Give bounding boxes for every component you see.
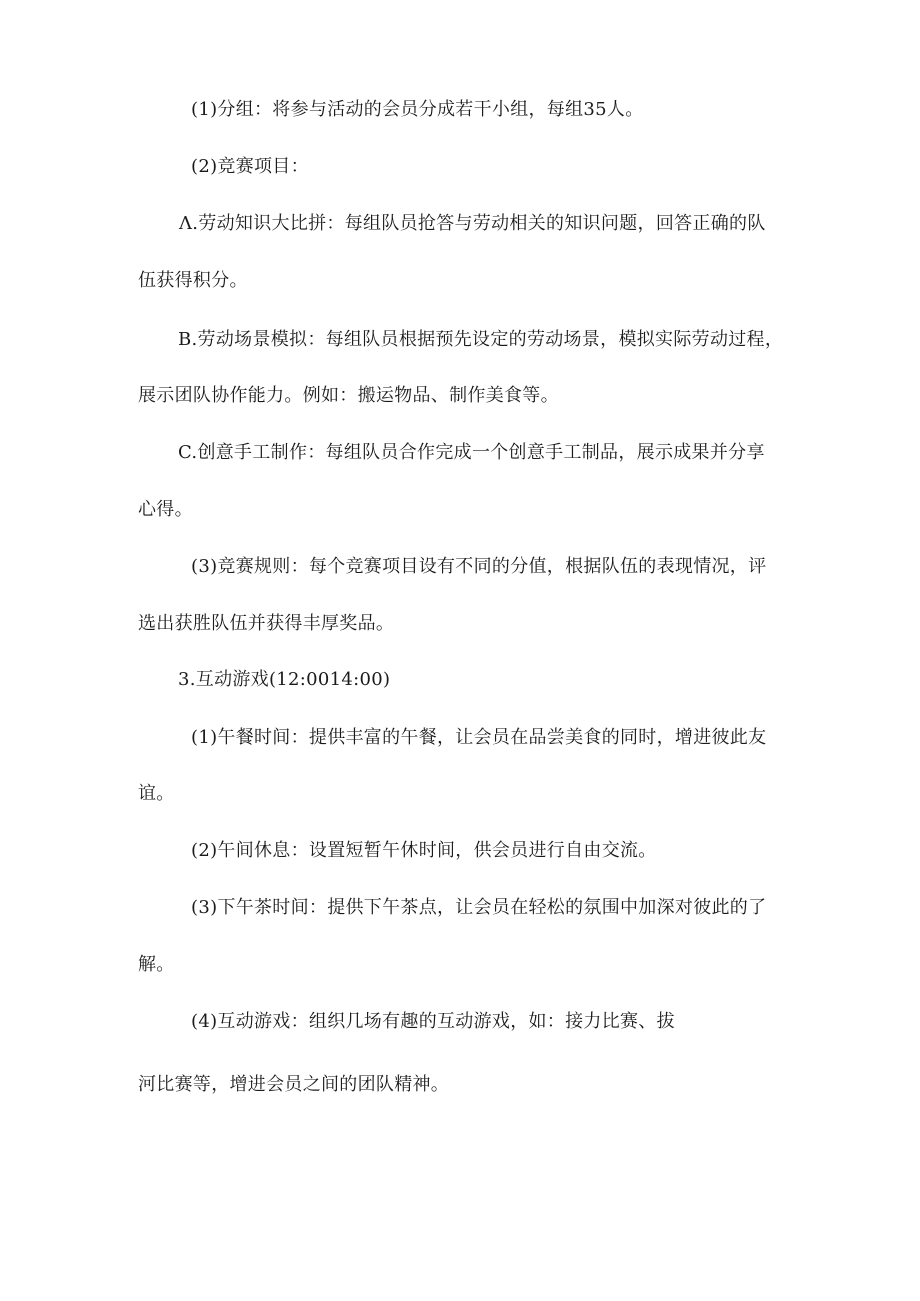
text-line-competition-rules-cont: 选出获胜队伍并获得丰厚奖品。 [138,613,395,634]
section-heading-interactive-games: 3.互动游戏(12:0014:00) [178,669,391,690]
text-line-item-a-cont: 伍获得积分。 [138,270,248,291]
text-line-lunch-cont: 谊。 [138,783,175,804]
text-line-item-c-cont: 心得。 [138,499,193,520]
text-line-competition-items: (2)竞赛项目： [191,156,309,177]
text-line-group-division: (1)分组：将参与活动的会员分成若干小组，每组35人。 [191,99,644,120]
text-line-afternoon-tea: (3)下午茶时间：提供下午茶点，让会员在轻松的氛围中加深对彼此的了 [191,897,767,918]
text-line-item-b-cont: 展示团队协作能力。例如：搬运物品、制作美食等。 [138,385,559,406]
text-line-item-a: Λ.劳动知识大比拼：每组队员抢答与劳动相关的知识问题，回答正确的队 [179,213,766,234]
text-line-midday-rest: (2)午间休息：设置短暂午休时间，供会员进行自由交流。 [191,840,657,861]
text-line-item-c: C.创意手工制作：每组队员合作完成一个创意手工制品，展示成果并分享 [178,442,765,463]
text-line-interactive-games: (4)互动游戏：组织几场有趣的互动游戏，如：接力比赛、拔 [191,1011,675,1032]
text-line-afternoon-tea-cont: 解。 [138,954,175,975]
text-line-interactive-games-cont: 河比赛等，增进会员之间的团队精神。 [138,1074,450,1095]
text-line-item-b: B.劳动场景模拟：每组队员根据预先设定的劳动场景，模拟实际劳动过程， [178,329,784,350]
text-line-lunch: (1)午餐时间：提供丰富的午餐，让会员在品尝美食的同时，增进彼此友 [191,727,767,748]
text-line-competition-rules: (3)竞赛规则：每个竞赛项目设有不同的分值，根据队伍的表现情况，评 [191,556,767,577]
